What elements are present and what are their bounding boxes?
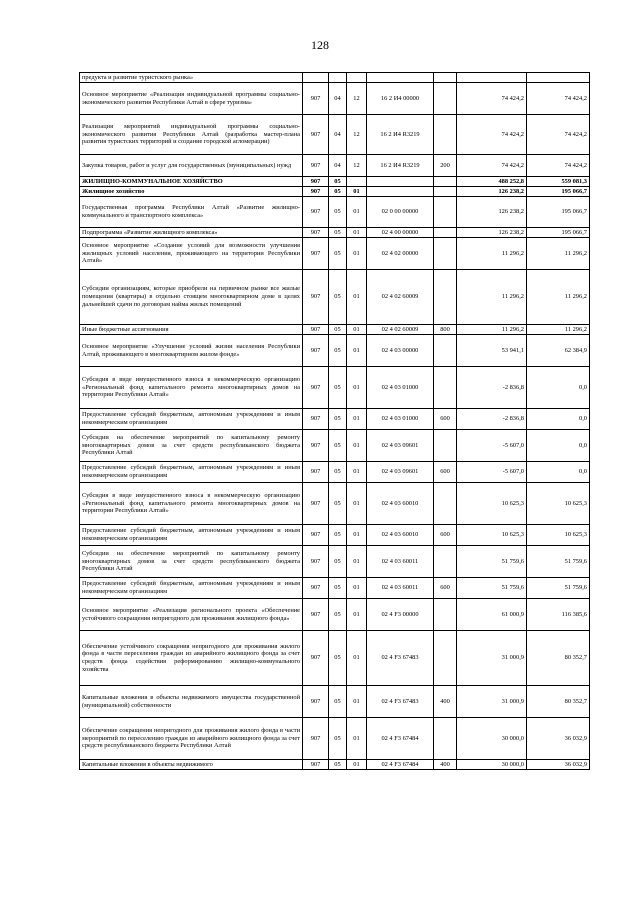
cell-amount-2: 10 625,3 — [527, 525, 590, 546]
cell-target-code: 02 4 02 60009 — [367, 325, 434, 335]
cell-expense-type — [434, 187, 457, 197]
cell-subsection-code: 01 — [347, 409, 367, 430]
cell-section-code: 05 — [329, 760, 347, 770]
cell-ministry-code: 907 — [303, 686, 329, 718]
cell-ministry-code: 907 — [303, 115, 329, 155]
table-row — [80, 238, 590, 270]
cell-amount-2: 74 424,2 — [527, 115, 590, 155]
cell-target-code: 02 4 02 00000 — [367, 238, 434, 270]
cell-subsection-code — [347, 177, 367, 187]
cell-amount-1: -5 607,0 — [457, 462, 527, 483]
cell-target-code: 16 2 И4 00000 — [367, 83, 434, 115]
table-row — [80, 409, 590, 430]
cell-amount-2: 195 066,7 — [527, 187, 590, 197]
cell-amount-1: 126 238,2 — [457, 187, 527, 197]
cell-target-code: 02 4 F3 67484 — [367, 760, 434, 770]
cell-subsection-code: 01 — [347, 631, 367, 686]
cell-target-code: 02 4 03 01000 — [367, 367, 434, 409]
table-row — [80, 115, 590, 155]
cell-amount-1: -2 836,8 — [457, 409, 527, 430]
cell-expense-type — [434, 483, 457, 525]
cell-section-code: 05 — [329, 631, 347, 686]
table-row — [80, 718, 590, 760]
cell-subsection-code: 01 — [347, 483, 367, 525]
cell-ministry-code — [303, 73, 329, 83]
cell-target-code: 02 4 00 00000 — [367, 228, 434, 238]
cell-subsection-code: 12 — [347, 115, 367, 155]
cell-section-code: 05 — [329, 718, 347, 760]
cell-section-code: 05 — [329, 238, 347, 270]
table-row — [80, 187, 590, 197]
cell-amount-1: 74 424,2 — [457, 83, 527, 115]
cell-target-code: 02 0 00 00000 — [367, 197, 434, 228]
cell-ministry-code: 907 — [303, 367, 329, 409]
cell-target-code: 02 4 03 60011 — [367, 578, 434, 599]
cell-subsection-code — [347, 73, 367, 83]
cell-name: Основное мероприятие «Улучшение условий жизни населения Республики Алтай, проживающего в многоквартирном жилом фонде» — [80, 335, 303, 367]
cell-amount-2: 36 032,9 — [527, 760, 590, 770]
cell-amount-1: 74 424,2 — [457, 155, 527, 177]
cell-name: Предоставление субсидий бюджетным, автономным учреждениям и иным некоммерческим организациям — [80, 462, 303, 483]
cell-section-code: 05 — [329, 270, 347, 325]
cell-name: Капитальные вложения в объекты недвижимого имущества государственной (муниципальной) собственности — [80, 686, 303, 718]
cell-subsection-code: 01 — [347, 525, 367, 546]
cell-target-code: 02 4 03 60010 — [367, 525, 434, 546]
cell-expense-type — [434, 599, 457, 631]
table-row — [80, 599, 590, 631]
table-row — [80, 462, 590, 483]
cell-amount-2 — [527, 73, 590, 83]
cell-target-code — [367, 177, 434, 187]
cell-amount-1: 51 759,6 — [457, 546, 527, 578]
cell-ministry-code: 907 — [303, 409, 329, 430]
cell-expense-type: 800 — [434, 325, 457, 335]
cell-ministry-code: 907 — [303, 546, 329, 578]
table-row — [80, 228, 590, 238]
cell-ministry-code: 907 — [303, 187, 329, 197]
cell-amount-2: 559 081,3 — [527, 177, 590, 187]
cell-target-code: 02 4 F3 67484 — [367, 718, 434, 760]
cell-name: Субсидии на обеспечение мероприятий по капитальному ремонту многоквартирных домов за счет средств республиканского бюджета Республики Алтай — [80, 430, 303, 462]
cell-expense-type — [434, 430, 457, 462]
cell-ministry-code: 907 — [303, 228, 329, 238]
cell-expense-type — [434, 270, 457, 325]
cell-name: Субсидия в виде имущественного взноса в некоммерческую организацию «Региональный фонд капитального ремонта многоквартирных домов на территории Республики Алтай» — [80, 367, 303, 409]
cell-expense-type: 600 — [434, 578, 457, 599]
cell-section-code: 05 — [329, 462, 347, 483]
cell-section-code: 05 — [329, 546, 347, 578]
cell-subsection-code: 01 — [347, 238, 367, 270]
cell-section-code: 05 — [329, 525, 347, 546]
budget-table — [79, 72, 590, 770]
cell-expense-type: 600 — [434, 462, 457, 483]
table-row — [80, 525, 590, 546]
cell-section-code: 05 — [329, 177, 347, 187]
cell-amount-2: 51 759,6 — [527, 546, 590, 578]
table-row — [80, 197, 590, 228]
cell-target-code: 02 4 03 09601 — [367, 462, 434, 483]
cell-name: Субсидии организациям, которые приобрели на первичном рынке все жилые помещения (квартиры) в отдельно стоящем многоквартирном доме в целях дальнейшей сдачи по договорам найма жилых помещений — [80, 270, 303, 325]
cell-amount-2: 0,0 — [527, 409, 590, 430]
cell-amount-1: 30 000,0 — [457, 718, 527, 760]
cell-ministry-code: 907 — [303, 718, 329, 760]
cell-name: предукта и развитие туристского рынка» — [80, 73, 303, 83]
cell-name: Предоставление субсидий бюджетным, автономным учреждениям и иным некоммерческим организациям — [80, 578, 303, 599]
cell-target-code — [367, 73, 434, 83]
cell-target-code: 02 4 02 60009 — [367, 270, 434, 325]
cell-ministry-code: 907 — [303, 83, 329, 115]
cell-amount-1: 61 000,9 — [457, 599, 527, 631]
cell-expense-type — [434, 177, 457, 187]
cell-amount-1: -2 836,8 — [457, 367, 527, 409]
cell-amount-1 — [457, 73, 527, 83]
cell-subsection-code: 01 — [347, 270, 367, 325]
cell-expense-type: 400 — [434, 760, 457, 770]
cell-ministry-code: 907 — [303, 177, 329, 187]
cell-target-code — [367, 187, 434, 197]
cell-section-code: 05 — [329, 430, 347, 462]
cell-ministry-code: 907 — [303, 462, 329, 483]
cell-ministry-code: 907 — [303, 197, 329, 228]
cell-expense-type — [434, 228, 457, 238]
cell-amount-1: -5 607,0 — [457, 430, 527, 462]
cell-expense-type — [434, 335, 457, 367]
cell-name: Иные бюджетные ассигнования — [80, 325, 303, 335]
cell-ministry-code: 907 — [303, 430, 329, 462]
cell-target-code: 02 4 03 60011 — [367, 546, 434, 578]
table-row — [80, 177, 590, 187]
table-row — [80, 83, 590, 115]
cell-section-code: 05 — [329, 599, 347, 631]
cell-section-code: 05 — [329, 686, 347, 718]
cell-section-code: 05 — [329, 197, 347, 228]
table-row — [80, 686, 590, 718]
cell-name: Основное мероприятие «Реализация регионального проекта «Обеспечение устойчивого сокращения непригодного для проживания жилищного фонда» — [80, 599, 303, 631]
cell-amount-2: 195 066,7 — [527, 197, 590, 228]
table-row — [80, 335, 590, 367]
cell-subsection-code: 01 — [347, 325, 367, 335]
cell-name: Предоставление субсидий бюджетным, автономным учреждениям и иным некоммерческим организациям — [80, 525, 303, 546]
cell-section-code: 04 — [329, 83, 347, 115]
cell-amount-2: 0,0 — [527, 430, 590, 462]
cell-section-code: 05 — [329, 187, 347, 197]
cell-section-code: 05 — [329, 367, 347, 409]
table-row — [80, 367, 590, 409]
cell-amount-2: 116 385,6 — [527, 599, 590, 631]
cell-expense-type — [434, 197, 457, 228]
cell-name: Предоставление субсидий бюджетным, автономным учреждениям и иным некоммерческим организациям — [80, 409, 303, 430]
cell-subsection-code: 01 — [347, 197, 367, 228]
cell-section-code: 04 — [329, 155, 347, 177]
cell-amount-2: 80 352,7 — [527, 631, 590, 686]
table-row — [80, 546, 590, 578]
cell-subsection-code: 01 — [347, 718, 367, 760]
cell-name: Подпрограмма «Развитие жилищного комплекса» — [80, 228, 303, 238]
cell-amount-1: 74 424,2 — [457, 115, 527, 155]
cell-subsection-code: 12 — [347, 155, 367, 177]
cell-amount-1: 126 238,2 — [457, 197, 527, 228]
cell-ministry-code: 907 — [303, 483, 329, 525]
cell-section-code: 05 — [329, 228, 347, 238]
cell-amount-1: 53 941,1 — [457, 335, 527, 367]
cell-amount-1: 11 296,2 — [457, 270, 527, 325]
cell-amount-1: 31 000,9 — [457, 631, 527, 686]
cell-expense-type — [434, 631, 457, 686]
cell-subsection-code: 01 — [347, 335, 367, 367]
table-row — [80, 631, 590, 686]
cell-subsection-code: 01 — [347, 187, 367, 197]
cell-amount-2: 195 066,7 — [527, 228, 590, 238]
cell-name: Капитальные вложения в объекты недвижимого — [80, 760, 303, 770]
cell-name: Обеспечение сокращения непригодного для проживания жилого фонда в части мероприятий по переселению граждан из аварийного жилищного фонда за счет средств республиканского бюджета Республики Алтай — [80, 718, 303, 760]
cell-target-code: 02 4 03 09601 — [367, 430, 434, 462]
cell-target-code: 16 2 И4 R3219 — [367, 115, 434, 155]
cell-expense-type — [434, 546, 457, 578]
cell-ministry-code: 907 — [303, 525, 329, 546]
cell-section-code — [329, 73, 347, 83]
cell-ministry-code: 907 — [303, 155, 329, 177]
cell-subsection-code: 01 — [347, 578, 367, 599]
table-row — [80, 73, 590, 83]
cell-expense-type: 600 — [434, 525, 457, 546]
cell-ministry-code: 907 — [303, 325, 329, 335]
cell-name: Субсидия в виде имущественного взноса в некоммерческую организацию «Региональный фонд капитального ремонта многоквартирных домов на территории Республики Алтай» — [80, 483, 303, 525]
cell-subsection-code: 01 — [347, 430, 367, 462]
cell-subsection-code: 01 — [347, 760, 367, 770]
cell-subsection-code: 12 — [347, 83, 367, 115]
cell-name: Основное мероприятие «Реализация индивидуальной программы социально-экономического развития Республики Алтай в сфере туризма» — [80, 83, 303, 115]
cell-target-code: 02 4 03 01000 — [367, 409, 434, 430]
cell-section-code: 04 — [329, 115, 347, 155]
cell-section-code: 05 — [329, 335, 347, 367]
cell-expense-type — [434, 83, 457, 115]
cell-amount-1: 30 000,0 — [457, 760, 527, 770]
cell-amount-2: 11 296,2 — [527, 238, 590, 270]
cell-target-code: 02 4 03 60010 — [367, 483, 434, 525]
cell-section-code: 05 — [329, 483, 347, 525]
cell-ministry-code: 907 — [303, 599, 329, 631]
cell-amount-2: 80 352,7 — [527, 686, 590, 718]
cell-name: Жилищное хозяйство — [80, 187, 303, 197]
cell-expense-type — [434, 73, 457, 83]
cell-amount-2: 74 424,2 — [527, 83, 590, 115]
cell-ministry-code: 907 — [303, 760, 329, 770]
table-row — [80, 760, 590, 770]
cell-ministry-code: 907 — [303, 631, 329, 686]
cell-expense-type — [434, 718, 457, 760]
cell-expense-type — [434, 367, 457, 409]
cell-target-code: 02 4 03 00000 — [367, 335, 434, 367]
cell-name: ЖИЛИЩНО-КОММУНАЛЬНОЕ ХОЗЯЙСТВО — [80, 177, 303, 187]
cell-ministry-code: 907 — [303, 578, 329, 599]
page-number: 128 — [311, 38, 329, 52]
cell-section-code: 05 — [329, 578, 347, 599]
cell-target-code: 16 2 И4 R3219 — [367, 155, 434, 177]
cell-name: Обеспечение устойчивого сокращения непригодного для проживания жилого фонда в части переселения граждан из аварийного жилищного фонда за счет средств фонда содействия реформированию жилищно-коммунального хозяйства — [80, 631, 303, 686]
cell-subsection-code: 01 — [347, 686, 367, 718]
cell-expense-type: 600 — [434, 409, 457, 430]
table-row — [80, 325, 590, 335]
table-row — [80, 270, 590, 325]
cell-ministry-code: 907 — [303, 238, 329, 270]
cell-amount-1: 488 252,8 — [457, 177, 527, 187]
cell-amount-1: 31 000,9 — [457, 686, 527, 718]
table-row — [80, 578, 590, 599]
cell-ministry-code: 907 — [303, 335, 329, 367]
cell-name: Основное мероприятие «Создание условий для возможности улучшения жилищных условий населения, проживающего на территории Республики Алтай» — [80, 238, 303, 270]
cell-subsection-code: 01 — [347, 228, 367, 238]
cell-subsection-code: 01 — [347, 462, 367, 483]
cell-expense-type: 400 — [434, 686, 457, 718]
cell-expense-type — [434, 115, 457, 155]
cell-ministry-code: 907 — [303, 270, 329, 325]
budget-table-body — [80, 73, 590, 770]
cell-subsection-code: 01 — [347, 367, 367, 409]
cell-amount-1: 126 238,2 — [457, 228, 527, 238]
table-row — [80, 483, 590, 525]
cell-amount-2: 51 759,6 — [527, 578, 590, 599]
cell-name: Субсидии на обеспечение мероприятий по капитальному ремонту многоквартирных домов за счет средств республиканского бюджета Республики Алтай — [80, 546, 303, 578]
cell-amount-2: 11 296,2 — [527, 270, 590, 325]
cell-amount-2: 36 032,9 — [527, 718, 590, 760]
cell-amount-1: 10 625,3 — [457, 483, 527, 525]
cell-amount-2: 11 296,2 — [527, 325, 590, 335]
cell-expense-type: 200 — [434, 155, 457, 177]
cell-amount-1: 51 759,6 — [457, 578, 527, 599]
cell-target-code: 02 4 F3 00000 — [367, 599, 434, 631]
cell-expense-type — [434, 238, 457, 270]
cell-amount-1: 11 296,2 — [457, 238, 527, 270]
cell-subsection-code: 01 — [347, 599, 367, 631]
cell-subsection-code: 01 — [347, 546, 367, 578]
cell-amount-1: 11 296,2 — [457, 325, 527, 335]
cell-amount-1: 10 625,3 — [457, 525, 527, 546]
table-row — [80, 155, 590, 177]
cell-target-code: 02 4 F3 67483 — [367, 686, 434, 718]
cell-amount-2: 62 384,9 — [527, 335, 590, 367]
cell-target-code: 02 4 F3 67483 — [367, 631, 434, 686]
cell-section-code: 05 — [329, 325, 347, 335]
cell-amount-2: 0,0 — [527, 462, 590, 483]
cell-name: Закупка товаров, работ и услуг для государственных (муниципальных) нужд — [80, 155, 303, 177]
cell-amount-2: 0,0 — [527, 367, 590, 409]
cell-section-code: 05 — [329, 409, 347, 430]
cell-name: Государственная программа Республики Алтай «Развитие жилищно-коммунального и транспортного комплекса» — [80, 197, 303, 228]
cell-name: Реализация мероприятий индивидуальной программы социально-экономического развития Республики Алтай (разработка мастер-плана развития туристских территорий и создание городской агломерации) — [80, 115, 303, 155]
cell-amount-2: 10 625,3 — [527, 483, 590, 525]
cell-amount-2: 74 424,2 — [527, 155, 590, 177]
table-row — [80, 430, 590, 462]
